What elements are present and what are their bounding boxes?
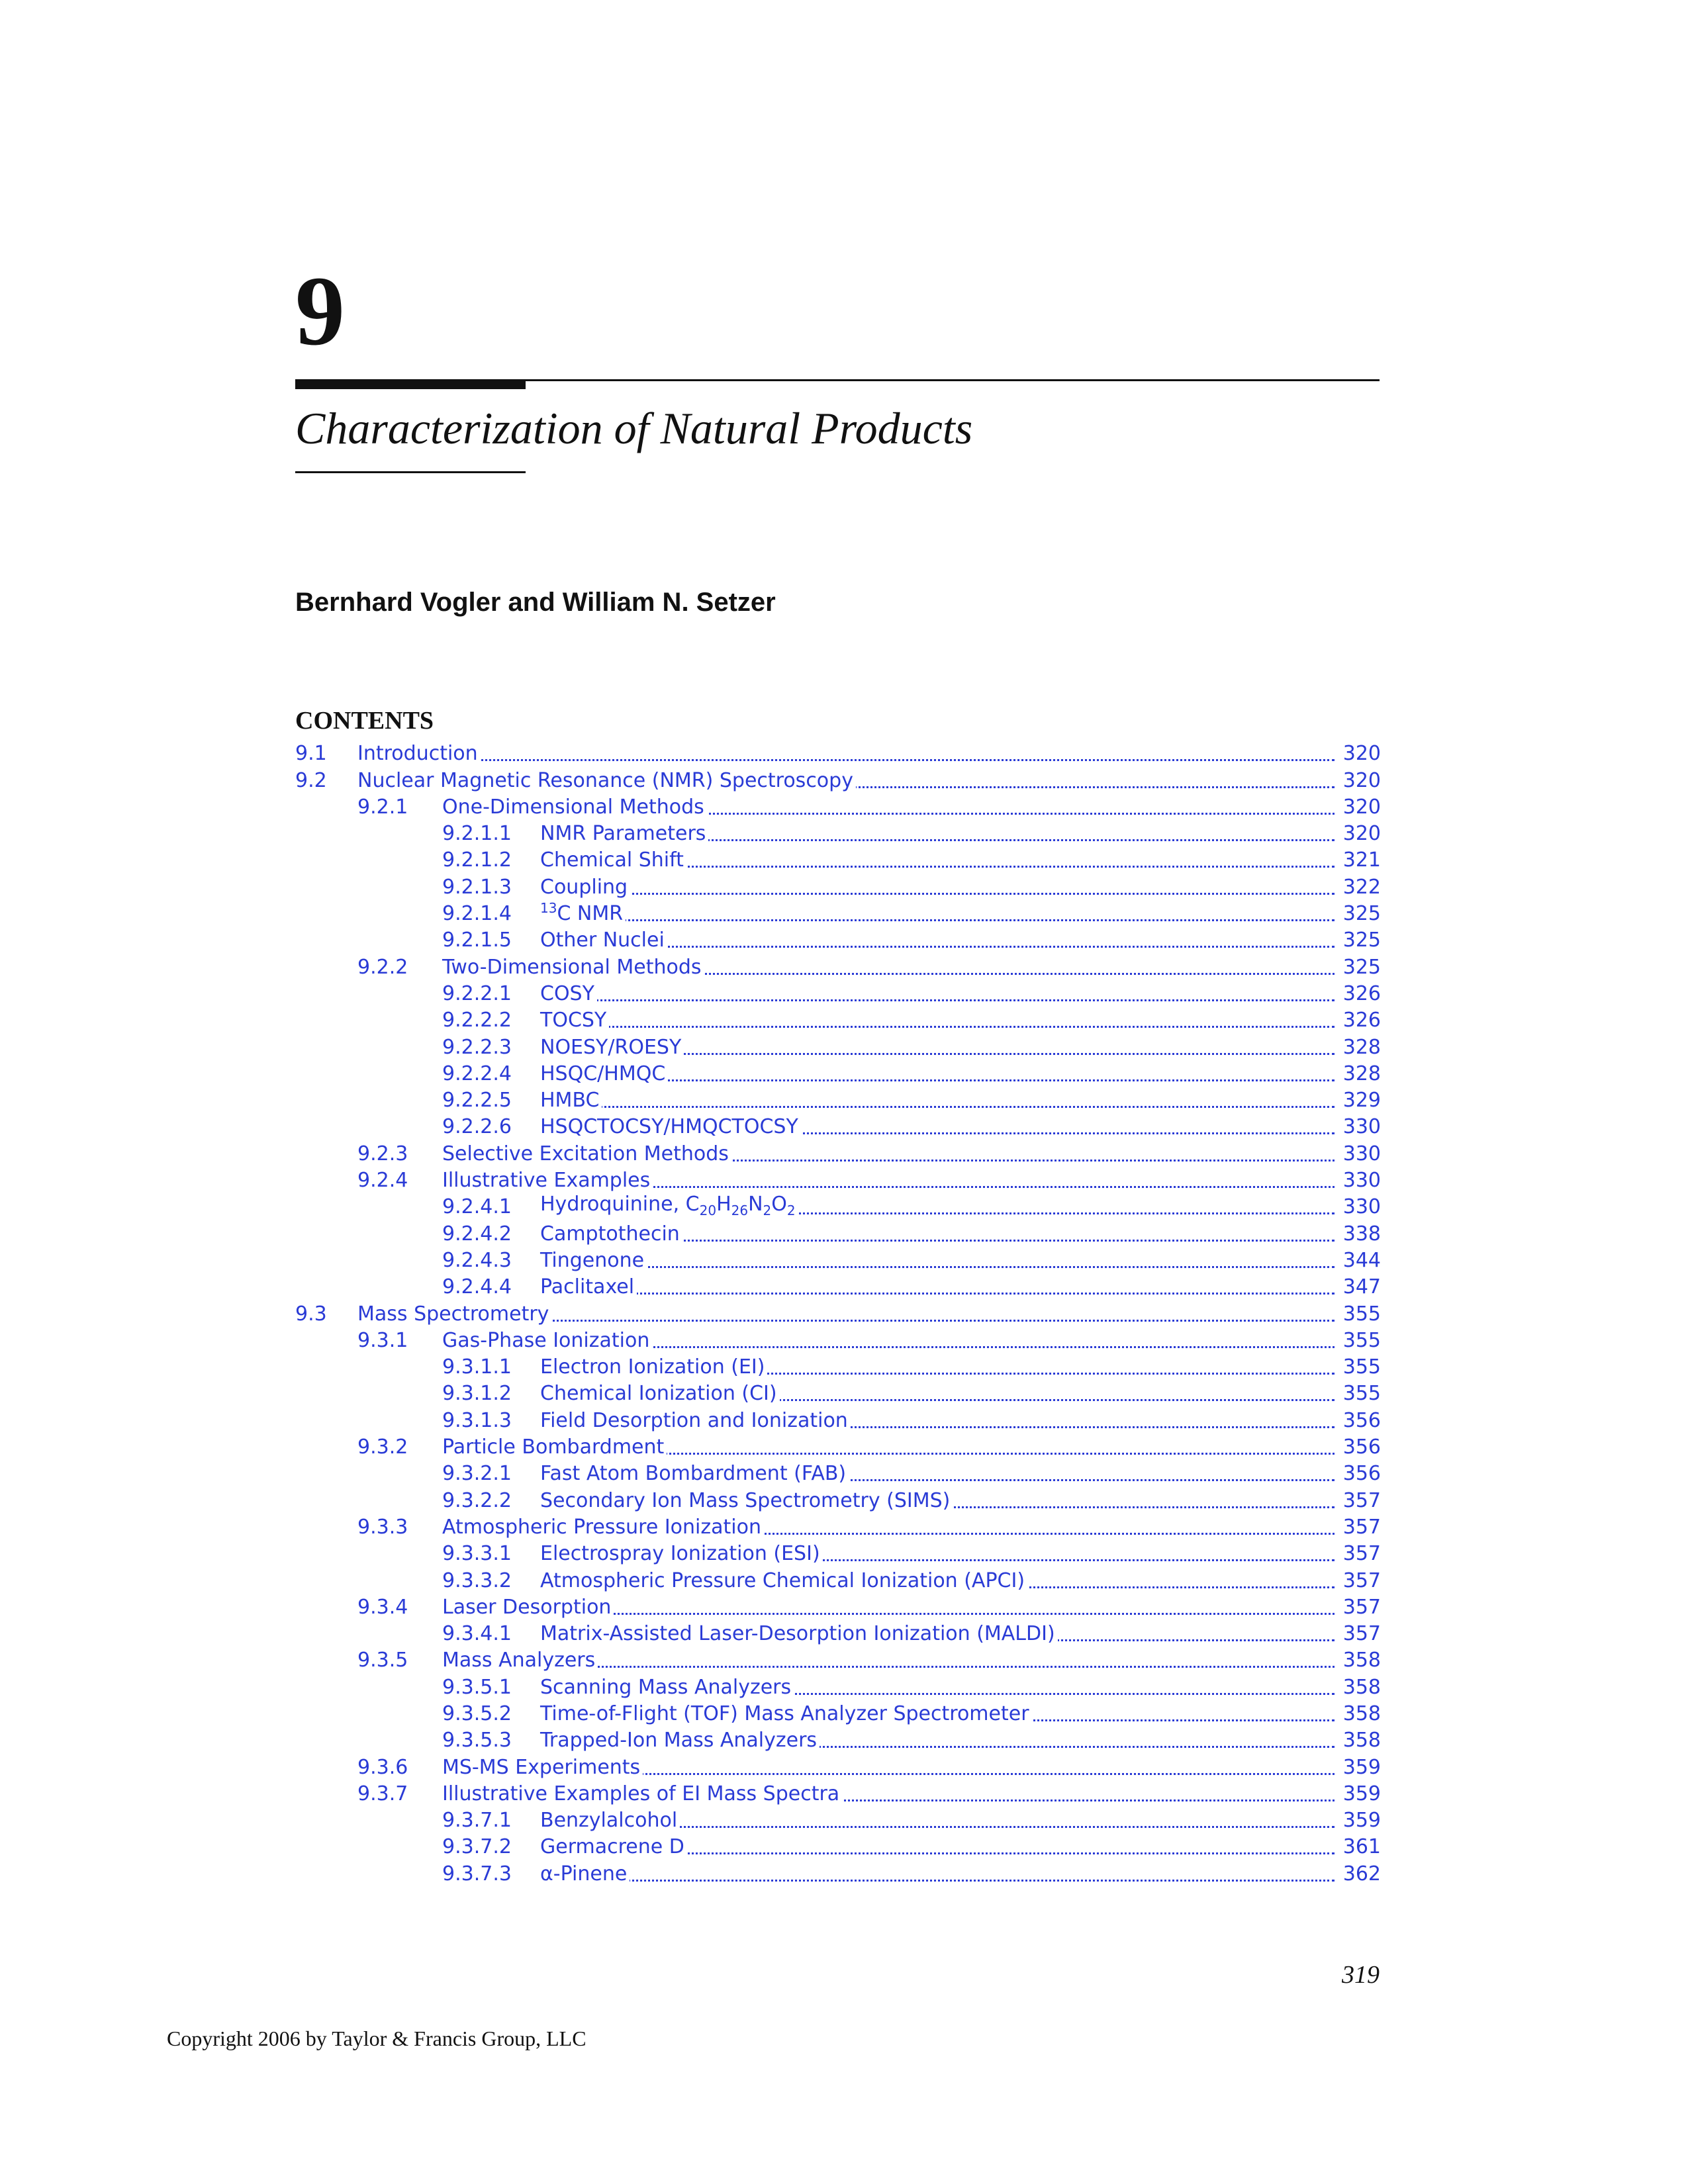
toc-label-text: Benzylalcohol [540,1809,678,1833]
toc-entry-label[interactable] [442,1437,667,1457]
toc-entry-number[interactable]: 9.2.4.2 [442,1222,512,1246]
toc-entry[interactable] [295,1113,1381,1139]
toc-entry[interactable] [295,1353,1381,1379]
toc-entry[interactable] [295,1619,1381,1646]
toc-label-text: Particle Bombardment [442,1435,665,1459]
toc-label-text: C NMR [557,902,624,926]
toc-label-text: Tingenone [540,1248,645,1272]
toc-label-text: COSY [540,981,594,1005]
toc-entry[interactable] [295,1486,1381,1512]
toc-entry-number[interactable]: 9.2.1.2 [442,848,512,872]
toc-entry-page[interactable]: 357 [1340,1544,1381,1564]
toc-dot-leader [540,919,1335,921]
chapter-rule-thick [295,379,526,389]
toc-label-text: Atmospheric Pressure Chemical Ionization (APCI) [540,1569,1025,1592]
toc-entry[interactable] [295,1166,1381,1193]
toc-entry[interactable] [295,952,1381,979]
toc-entry-number[interactable]: 9.2.1 [357,795,408,819]
toc-entry-page[interactable]: 356 [1340,1437,1381,1457]
toc-entry-number[interactable]: 9.3.4.1 [442,1622,512,1646]
toc-entry-page[interactable]: 325 [1340,958,1381,978]
toc-entry-number[interactable]: 9.2.1.4 [442,902,512,926]
toc-entry-page[interactable]: 357 [1340,1491,1381,1511]
toc-label-text: Time-of-Flight (TOF) Mass Analyzer Spectrometer [540,1702,1029,1725]
toc-entry-number[interactable]: 9.3.2.1 [442,1462,512,1486]
toc-label-text: Laser Desorption [442,1595,612,1619]
toc-entry-label[interactable] [540,1408,851,1432]
formula-subscript: 20 [699,1203,717,1219]
chapter-title: Characterization of Natural Products [295,403,973,453]
toc-entry-label[interactable] [442,1784,842,1804]
page-number: 319 [1342,1961,1380,1989]
formula-element: N [748,1193,763,1216]
toc-entry[interactable] [295,1006,1381,1032]
toc-entry[interactable] [295,1833,1381,1859]
toc-label-text: Mass Spectrometry [357,1302,549,1326]
toc-entry-number[interactable]: 9.3.1.2 [442,1382,512,1406]
toc-entry-number[interactable]: 9.2.1.3 [442,875,512,899]
toc-entry-page[interactable]: 357 [1340,1598,1381,1617]
toc-label-text: NMR Parameters [540,822,706,846]
toc-entry-number[interactable]: 9.2 [295,768,327,792]
toc-label-text: Electrospray Ionization (ESI) [540,1542,820,1566]
toc-entry[interactable] [295,872,1381,899]
toc-entry-number[interactable]: 9.2.2.1 [442,981,512,1005]
toc-entry-page[interactable]: 322 [1340,878,1381,897]
toc-entry-label[interactable] [540,1704,1032,1724]
toc-label-text: Introduction [357,742,478,766]
toc-entry-number[interactable]: 9.2.1.1 [442,822,512,846]
toc-label-text: Illustrative Examples [442,1169,651,1193]
toc-entry-label[interactable] [540,1837,687,1857]
toc-label-text: Hydroquinine, C [540,1193,700,1216]
toc-entry-page[interactable]: 326 [1340,1011,1381,1030]
toc-entry[interactable] [295,1859,1381,1886]
toc-label-text: Two-Dimensional Methods [442,955,702,979]
toc-entry-page[interactable]: 338 [1340,1224,1381,1244]
toc-entry[interactable] [295,1726,1381,1752]
toc-label-text: Chemical Ionization (CI) [540,1382,777,1406]
toc-entry-label[interactable] [540,1811,680,1831]
toc-entry-page[interactable]: 361 [1340,1837,1381,1857]
toc-entry-label[interactable] [442,1755,643,1779]
toc-entry-page[interactable]: 359 [1340,1811,1381,1831]
toc-entry-page[interactable]: 320 [1340,771,1381,791]
toc-entry-number[interactable]: 9.3.3 [357,1515,408,1539]
toc-entry-page[interactable]: 325 [1340,931,1381,950]
toc-label-text: Other Nuclei [540,929,665,952]
toc-entry-number[interactable]: 9.3.5 [357,1649,408,1672]
toc-entry[interactable] [295,1032,1381,1059]
toc-entry-page[interactable]: 320 [1340,797,1381,817]
toc-entry-number[interactable]: 9.2.1.5 [442,929,512,952]
toc-entry-number[interactable]: 9.3.3.2 [442,1569,512,1592]
toc-entry[interactable] [295,1299,1381,1326]
toc-entry[interactable] [295,1513,1381,1539]
toc-label-text: HMBC [540,1089,600,1113]
toc-entry[interactable] [295,1646,1381,1672]
toc-entry-number[interactable]: 9.2.2.4 [442,1062,512,1085]
toc-entry-label[interactable] [540,1675,794,1699]
toc-label-text: Camptothecin [540,1222,680,1246]
toc-entry[interactable] [295,1060,1381,1086]
toc-entry[interactable] [295,1593,1381,1619]
chapter-rule-thin [526,379,1380,381]
toc-entry-label[interactable] [540,824,708,844]
toc-entry-page[interactable]: 359 [1340,1784,1381,1804]
toc-entry-page[interactable]: 328 [1340,1038,1381,1058]
toc-entry-page[interactable]: 320 [1340,744,1381,764]
toc-entry-page[interactable]: 355 [1340,1331,1381,1351]
toc-label-text: Chemical Shift [540,848,684,872]
toc-entry-label[interactable] [540,1224,682,1244]
toc-entry-page[interactable]: 330 [1340,1117,1381,1137]
toc-entry-label[interactable] [442,1515,764,1539]
toc-entry-number[interactable]: 9.2.2.3 [442,1035,512,1059]
formula-subscript: 2 [763,1203,772,1219]
toc-entry-page[interactable]: 358 [1340,1731,1381,1751]
toc-label-text: HSQC/HMQC [540,1062,666,1085]
toc-entry-label[interactable] [540,875,630,899]
toc-entry-number[interactable]: 9.2.4.4 [442,1275,512,1299]
toc-entry-number[interactable]: 9.3.5.1 [442,1675,512,1699]
toc-entry-page[interactable]: 356 [1340,1464,1381,1484]
toc-entry[interactable] [295,1780,1381,1806]
toc-entry[interactable] [295,1566,1381,1592]
toc-entry-page[interactable]: 362 [1340,1864,1381,1884]
toc-entry-label[interactable] [540,1384,780,1404]
toc-entry-number[interactable]: 9.3.5.2 [442,1702,512,1725]
toc-label-text: Coupling [540,875,628,899]
toc-entry-label[interactable] [357,744,481,764]
toc-label-text: Matrix-Assisted Laser-Desorption Ionization (MALDI) [540,1622,1055,1646]
toc-entry[interactable] [295,1459,1381,1486]
toc-entry-label[interactable] [540,1091,602,1111]
toc-label-text: Field Desorption and Ionization [540,1408,848,1432]
chapter-authors: Bernhard Vogler and William N. Setzer [295,588,776,617]
toc-entry-number[interactable]: 9.3.2.2 [442,1488,512,1512]
toc-dot-leader [357,759,1335,761]
toc-entry[interactable] [295,1672,1381,1699]
toc-entry-number[interactable]: 9.3.6 [357,1755,408,1779]
toc-entry[interactable] [295,1139,1381,1165]
toc-entry-page[interactable]: 347 [1340,1277,1381,1297]
toc-label-text: Paclitaxel [540,1275,635,1299]
toc-label-text: NOESY/ROESY [540,1035,682,1059]
toc-entry-page[interactable]: 358 [1340,1704,1381,1724]
toc-entry-page[interactable]: 358 [1340,1651,1381,1670]
toc-entry[interactable] [295,979,1381,1006]
toc-entry-label[interactable] [540,1544,823,1564]
toc-entry[interactable] [295,819,1381,846]
formula-subscript: 2 [786,1203,796,1219]
toc-entry-page[interactable]: 357 [1340,1624,1381,1644]
toc-entry-page[interactable]: 357 [1340,1518,1381,1537]
toc-entry-label[interactable] [540,901,626,924]
toc-label-text: Nuclear Magnetic Resonance (NMR) Spectroscopy [357,768,853,792]
toc-entry-page[interactable]: 320 [1340,824,1381,844]
toc-entry-number[interactable]: 9.3.3.1 [442,1542,512,1566]
toc-entry[interactable] [295,1433,1381,1459]
toc-entry-page[interactable]: 328 [1340,1064,1381,1084]
toc-entry[interactable] [295,1539,1381,1566]
toc-entry-number[interactable]: 9.2.3 [357,1142,408,1165]
toc-label-text: Gas-Phase Ionization [442,1328,650,1352]
toc-entry-page[interactable]: 358 [1340,1678,1381,1698]
toc-entry-number[interactable]: 9.3.1.3 [442,1408,512,1432]
toc-dot-leader [540,1293,1335,1295]
toc-entry-number[interactable]: 9.2.4 [357,1169,408,1193]
toc-label-text: MS-MS Experiments [442,1755,641,1779]
toc-entry-label[interactable] [442,1595,614,1619]
toc-entry-number[interactable]: 9.3.7 [357,1782,408,1805]
toc-entry[interactable] [295,1379,1381,1406]
toc-entry[interactable] [295,1246,1381,1273]
toc-entry-label[interactable] [540,981,597,1005]
toc-entry[interactable] [295,899,1381,926]
toc-entry-label[interactable] [442,1651,598,1670]
toc-entry-label[interactable] [540,1864,630,1884]
toc-entry-label[interactable] [442,1171,653,1191]
toc-entry-number[interactable]: 9.3.1 [357,1328,408,1352]
copyright-notice: Copyright 2006 by Taylor & Francis Group, LLC [167,2026,586,2050]
toc-entry-page[interactable]: 359 [1340,1758,1381,1778]
toc-entry[interactable] [295,1326,1381,1353]
toc-entry[interactable] [295,1193,1381,1219]
toc-dot-leader [540,1106,1335,1108]
toc-entry-number[interactable]: 9.3.5.3 [442,1729,512,1752]
toc-entry[interactable] [295,846,1381,872]
toc-entry[interactable] [295,926,1381,952]
toc-entry-number[interactable]: 9.2.2.5 [442,1089,512,1113]
toc-entry-label[interactable] [442,1328,652,1352]
toc-dot-leader [540,893,1335,895]
toc-dot-leader [540,1880,1335,1882]
toc-label-text: Mass Analyzers [442,1649,596,1672]
toc-entry[interactable] [295,1086,1381,1113]
toc-entry-label[interactable] [357,768,856,792]
chapter-number: 9 [295,256,345,366]
toc-entry-number[interactable]: 9.1 [295,742,327,766]
toc-entry-number[interactable]: 9.3.1.1 [442,1355,512,1379]
toc-entry-number[interactable]: 9.2.4.1 [442,1195,512,1219]
contents-heading: CONTENTS [295,707,434,735]
toc-entry-page[interactable]: 329 [1340,1091,1381,1111]
toc-entry-number[interactable]: 9.3.2 [357,1435,408,1459]
toc-entry[interactable] [295,1219,1381,1246]
toc-entry[interactable] [295,1273,1381,1299]
toc-entry-number[interactable]: 9.2.4.3 [442,1248,512,1272]
toc-entry-label[interactable] [442,1144,731,1164]
toc-entry-page[interactable]: 330 [1340,1197,1381,1217]
toc-label-text: HSQCTOCSY/HMQCTOCSY [540,1115,798,1139]
toc-label-text: Illustrative Examples of EI Mass Spectra [442,1782,840,1805]
toc-label-superscript: 13 [540,900,557,917]
toc-label-text: Secondary Ion Mass Spectrometry (SIMS) [540,1488,951,1512]
toc-entry-label[interactable] [540,1064,668,1084]
toc-entry-number[interactable]: 9.3.7.3 [442,1862,512,1886]
toc-entry-page[interactable]: 355 [1340,1304,1381,1324]
toc-label-text: Electron Ionization (EI) [540,1355,765,1379]
table-of-contents [295,739,1381,1886]
toc-entry[interactable] [295,1700,1381,1726]
toc-dot-leader [540,999,1335,1001]
toc-label-text: Scanning Mass Analyzers [540,1675,792,1699]
toc-label-text: One-Dimensional Methods [442,795,704,819]
toc-entry-page[interactable]: 344 [1340,1251,1381,1271]
toc-entry-page[interactable]: 330 [1340,1171,1381,1191]
toc-entry-label[interactable] [540,1195,798,1217]
toc-entry-label[interactable] [357,1304,551,1324]
toc-entry-page[interactable]: 330 [1340,1144,1381,1164]
toc-dot-leader [540,1026,1335,1028]
toc-entry-label[interactable] [540,1035,684,1059]
toc-entry-number[interactable]: 9.3.7.1 [442,1809,512,1833]
toc-label-text: α-Pinene [540,1862,628,1886]
toc-entry-label[interactable] [540,1488,953,1512]
formula-element: O [771,1193,787,1216]
toc-label-text: TOCSY [540,1009,607,1032]
toc-entry-label[interactable] [442,797,707,817]
toc-entry[interactable] [295,793,1381,819]
toc-entry-page[interactable]: 326 [1340,984,1381,1004]
toc-label-text: Selective Excitation Methods [442,1142,729,1165]
toc-entry-number[interactable]: 9.3.7.2 [442,1835,512,1859]
toc-entry-label[interactable] [540,1248,647,1272]
toc-label-text: Fast Atom Bombardment (FAB) [540,1462,847,1486]
toc-entry-number[interactable]: 9.2.2 [357,955,408,979]
toc-entry-label[interactable] [442,955,704,979]
toc-entry[interactable] [295,1406,1381,1432]
toc-label-text: Trapped-Ion Mass Analyzers [540,1729,818,1752]
toc-entry-number[interactable]: 9.3.4 [357,1595,408,1619]
toc-entry-label[interactable] [540,1277,637,1297]
toc-entry[interactable] [295,1806,1381,1833]
toc-entry-page[interactable]: 325 [1340,904,1381,924]
toc-label-text: Atmospheric Pressure Ionization [442,1515,761,1539]
toc-entry-label[interactable] [540,1117,801,1137]
toc-entry-label[interactable] [540,931,667,950]
toc-entry-page[interactable]: 357 [1340,1571,1381,1591]
toc-entry-page[interactable]: 356 [1340,1411,1381,1431]
toc-entry-label[interactable] [540,1731,820,1751]
toc-entry[interactable] [295,766,1381,792]
toc-entry-number[interactable]: 9.2.2.2 [442,1009,512,1032]
toc-entry[interactable] [295,1752,1381,1779]
toc-entry-number[interactable]: 9.3 [295,1302,327,1326]
toc-entry-page[interactable]: 355 [1340,1357,1381,1377]
toc-entry-label[interactable] [540,850,686,870]
toc-entry-label[interactable] [540,1464,849,1484]
title-underline [295,471,526,473]
formula-element: H [716,1193,731,1216]
toc-entry[interactable] [295,739,1381,766]
formula-subscript: 26 [731,1203,749,1219]
toc-entry-label[interactable] [540,1624,1058,1644]
toc-dot-leader [540,1266,1335,1268]
toc-entry-number[interactable]: 9.2.2.6 [442,1115,512,1139]
toc-entry-label[interactable] [540,1571,1027,1591]
toc-entry-label[interactable] [540,1011,609,1030]
toc-entry-page[interactable]: 355 [1340,1384,1381,1404]
toc-entry-page[interactable]: 321 [1340,850,1381,870]
toc-label-text: Germacrene D [540,1835,684,1859]
toc-entry-label[interactable] [540,1357,767,1377]
